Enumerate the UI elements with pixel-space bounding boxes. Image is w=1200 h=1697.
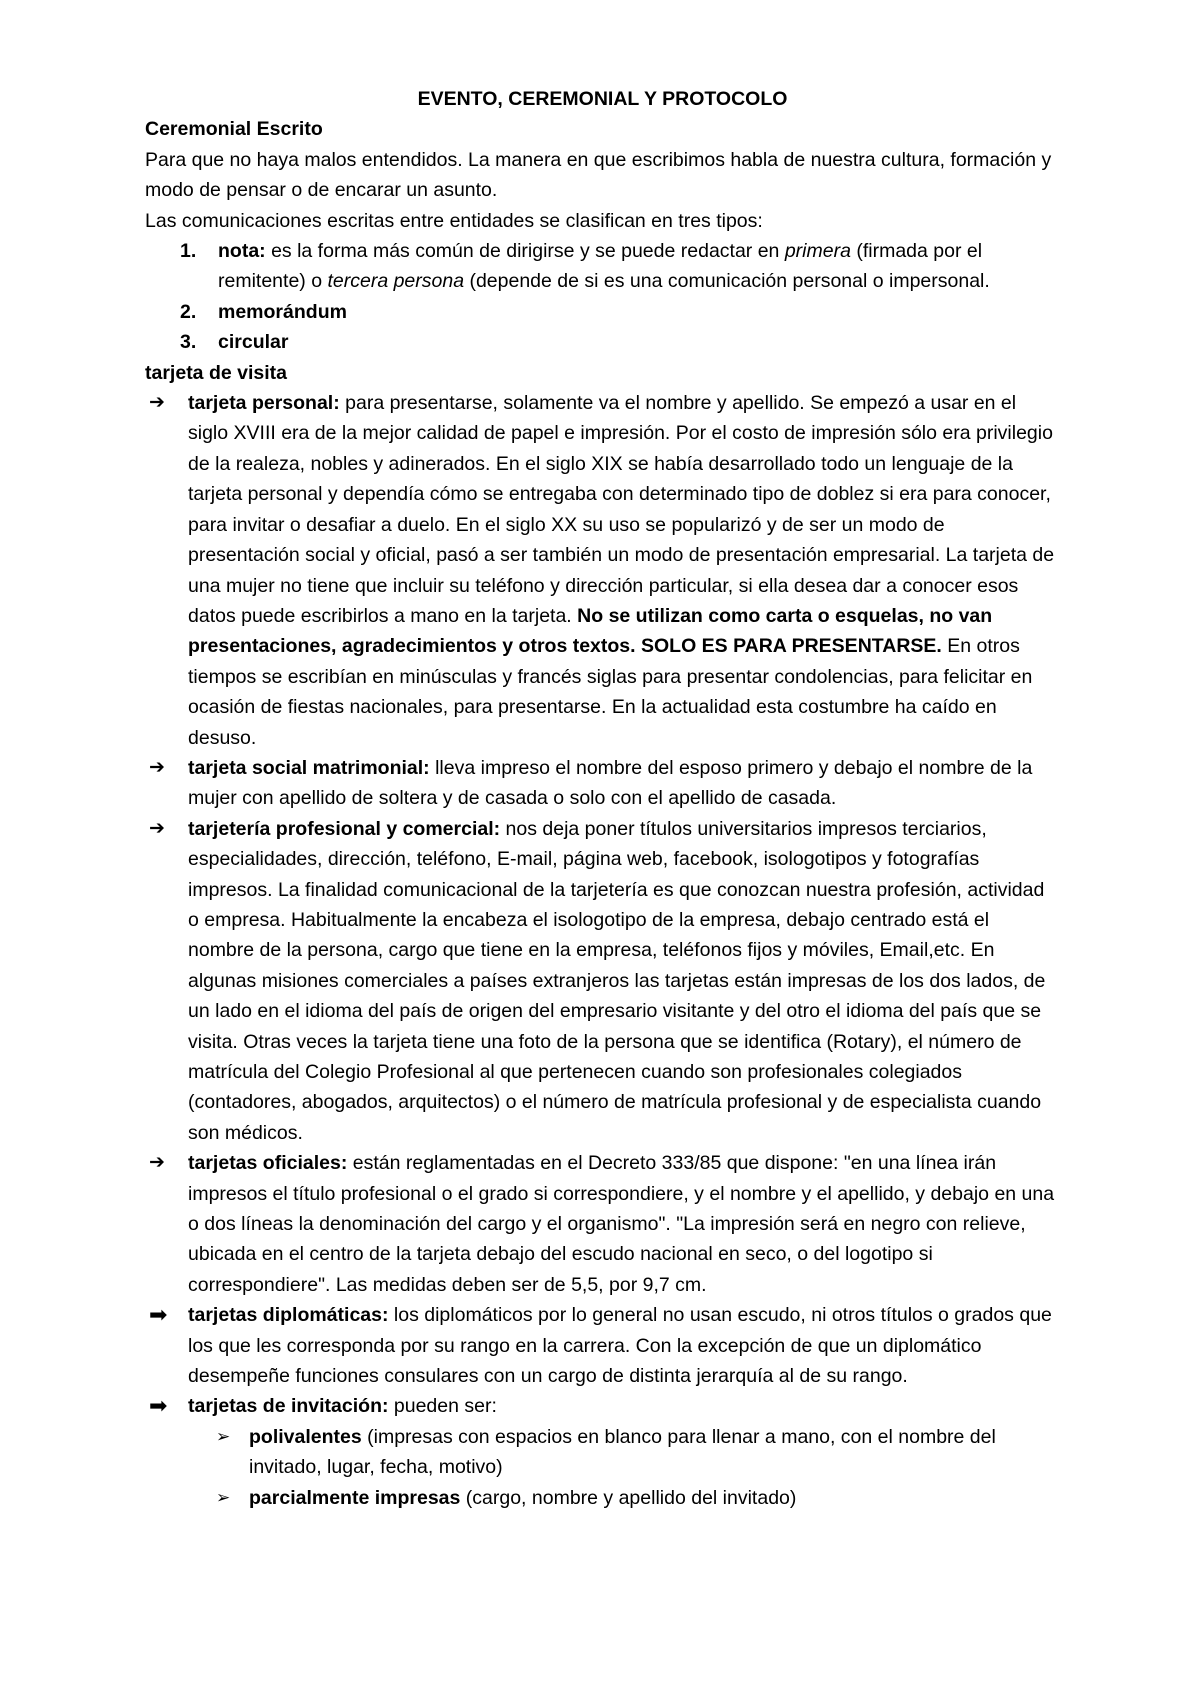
list-item-memorandum xyxy=(145,297,1060,327)
term-parcialmente-impresas: parcialmente impresas xyxy=(249,1486,461,1509)
list-item-polivalentes xyxy=(145,1422,1060,1483)
communication-types-list xyxy=(145,236,1060,358)
list-item-tarjeteria-profesional xyxy=(145,814,1060,1148)
term-tarjetas-diplomaticas: tarjetas diplomáticas: xyxy=(188,1304,389,1327)
list-item-tarjeta-matrimonial xyxy=(145,753,1060,814)
profesional-text: nos deja poner títulos universitarios impresos terciarios, especialidades, dirección, teléfono, E-mail, página web, facebook, isologotipos y fotografías impresos. La finalidad comunicacional de la tarjetería es que conozcan nuestra profesión, actividad o empresa. Habitualmente la encabeza el isologotipo de la empresa, debajo centrado está el nombre de la persona, cargo que tiene en la empresa, teléfonos fijos y móviles, Email,etc. En algunas misiones comerciales a países extranjeros las tarjetas están impresas de los dos lados, de un lado en el idioma del país de origen del empresario visitante y del otro el idioma del país que se visita. Otras veces la tarjeta tiene una foto de la persona que se identifica (Rotary), el número de matrícula del Colegio Profesional al que pertenecen cuando son profesionales colegiados (contadores, abogados, arquitectos) o el número de matrícula profesional y de especialista cuando son médicos. xyxy=(188,817,1046,1144)
intro-paragraph: Para que no haya malos entendidos. La manera en que escribimos habla de nuestra cultura, formación y modo de pensar o de encarar un asunto. xyxy=(145,148,1052,202)
diplomaticas-text: los diplomáticos por lo general no usan escudo, ni otros títulos o grados que los que les corresponda por su rango en la carrera. Con la excepción de que un diplomático desempeñe funciones consulares con un cargo de distinta jerarquía al de su rango. xyxy=(188,1304,1052,1388)
personal-bold-text: No se utilizan como carta o esquelas, no van presentaciones, agradecimientos y otros textos. SOLO ES PARA PRESENTARSE. xyxy=(188,604,993,658)
term-memorandum: memorándum xyxy=(218,300,347,323)
list-item-tarjetas-diplomaticas xyxy=(145,1300,1060,1391)
parcialmente-text: (cargo, nombre y apellido del invitado) xyxy=(460,1486,797,1509)
list-number: 2. xyxy=(180,300,197,323)
term-tarjetas-oficiales: tarjetas oficiales: xyxy=(188,1152,348,1175)
term-tarjetas-invitacion: tarjetas de invitación: xyxy=(188,1395,389,1418)
term-tarjeta-matrimonial: tarjeta social matrimonial: xyxy=(188,756,430,779)
term-tarjeta-personal: tarjeta personal: xyxy=(188,392,340,415)
arrow-bullet-icon: ➔ xyxy=(149,1152,165,1174)
personal-text: para presentarse, solamente va el nombre y apellido. Se empezó a usar en el siglo XVIII era de la mejor calidad de papel e impresión. Por el costo de impresión sólo era privilegio de la realeza, nobles y adinerados. En el siglo XIX se había desarrollado todo un lenguaje de la tarjeta personal y dependía cómo se entregaba con determinado tipo de doblez si era para conocer, para invitar o desafiar a duelo. En el siglo XX su uso se popularizó y de ser un modo de presentación social y oficial, pasó a ser también un modo de presentación empresarial. La tarjeta de una mujer no tiene que incluir su teléfono y dirección particular, si ella desea dar a conocer esos datos puede escribirlos a mano en la tarjeta. xyxy=(188,392,1055,627)
card-types-list xyxy=(145,388,1060,1422)
arrow-bullet-icon: ➔ xyxy=(149,392,165,414)
section-heading-tarjeta-de-visita: tarjeta de visita xyxy=(145,361,287,384)
list-item-tarjeta-personal xyxy=(145,388,1060,753)
arrow-bullet-icon: ➔ xyxy=(149,817,165,839)
intro-classification: Las comunicaciones escritas entre entidades se clasifican en tres tipos: xyxy=(145,209,763,232)
oficiales-text: están reglamentadas en el Decreto 333/85 que dispone: "en una línea irán impresos el título profesional o el grado si correspondiere, y el nombre y el apellido, y debajo en una o dos líneas la denominación del cargo y el organismo". "La impresión será en negro con relieve, ubicada en el centro de la tarjeta debajo del escudo nacional en seco, o del logotipo si correspondiere". Las medidas deben ser de 5,5, por 9,7 cm. xyxy=(188,1152,1055,1296)
list-number: 3. xyxy=(180,331,197,354)
list-item-nota xyxy=(145,236,1060,297)
heavy-arrow-bullet-icon: ➡ xyxy=(149,1393,168,1419)
term-circular: circular xyxy=(218,331,289,354)
heavy-arrow-bullet-icon: ➡ xyxy=(149,1302,168,1328)
invitacion-text: pueden ser: xyxy=(388,1395,497,1418)
matrimonial-text: lleva impreso el nombre del esposo primero y debajo el nombre de la mujer con apellido de soltera y de casada o solo con el apellido de casada. xyxy=(188,756,1033,810)
triangle-bullet-icon: ➢ xyxy=(216,1487,231,1507)
list-item-circular xyxy=(145,327,1060,357)
list-item-parcialmente-impresas xyxy=(145,1483,1060,1513)
term-nota: nota: xyxy=(218,240,266,263)
nota-text-b: (firmada por el remitente) o xyxy=(218,240,983,293)
invitation-subtypes-list xyxy=(145,1422,1060,1513)
personal-text-after: En otros tiempos se escribían en minúsculas y francés siglas para presentar condolencias, para felicitar en ocasión de fiestas nacionales, para presentarse. En la actualidad esta costumbre ha caído en desuso. xyxy=(188,635,1033,749)
nota-text-a: es la forma más común de dirigirse y se puede redactar en xyxy=(265,240,785,263)
nota-italic-tercera: tercera persona xyxy=(327,270,465,293)
triangle-bullet-icon: ➢ xyxy=(216,1426,231,1446)
arrow-bullet-icon: ➔ xyxy=(149,756,165,778)
document-title: EVENTO, CEREMONIAL Y PROTOCOLO xyxy=(417,88,788,110)
polivalentes-text: (impresas con espacios en blanco para llenar a mano, con el nombre del invitado, lugar, fecha, motivo) xyxy=(249,1425,996,1479)
section-heading-ceremonial-escrito: Ceremonial Escrito xyxy=(145,118,323,141)
list-number: 1. xyxy=(180,240,197,263)
nota-text-c: (depende de si es una comunicación personal o impersonal. xyxy=(464,270,990,293)
nota-italic-primera: primera xyxy=(784,240,851,263)
term-polivalentes: polivalentes xyxy=(249,1425,362,1448)
list-item-tarjetas-oficiales xyxy=(145,1148,1060,1300)
list-item-tarjetas-invitacion xyxy=(145,1391,1060,1421)
term-tarjeteria-profesional: tarjetería profesional y comercial: xyxy=(188,817,501,840)
